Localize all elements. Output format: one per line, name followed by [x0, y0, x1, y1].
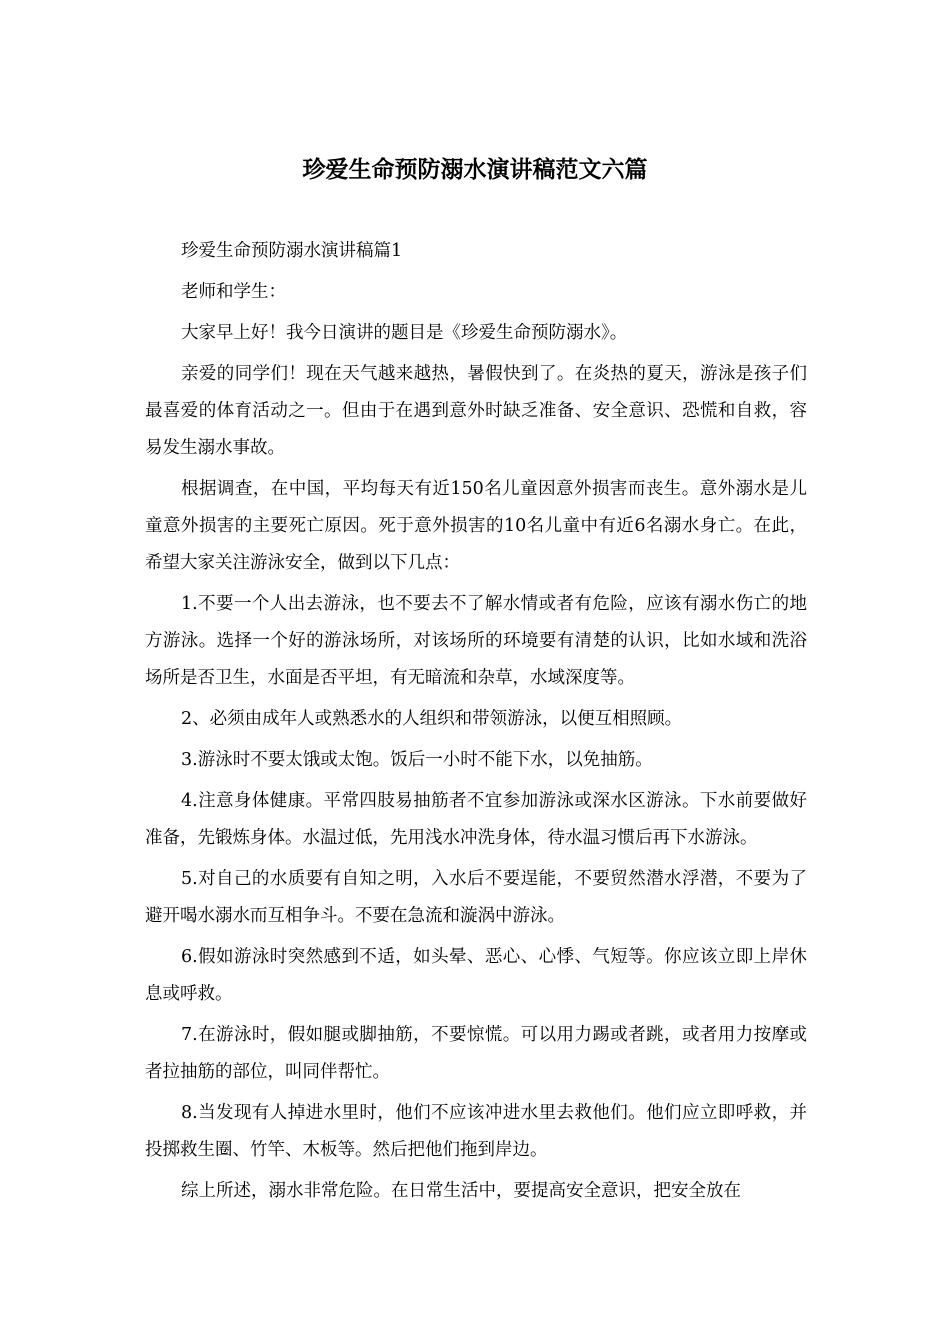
paragraph: 4.注意身体健康。平常四肢易抽筋者不宜参加游泳或深水区游泳。下水前要做好准备，先锻炼身体。水温过低，先用浅水冲洗身体，待水温习惯后再下水游泳。 [145, 791, 807, 848]
paragraph: 综上所述，溺水非常危险。在日常生活中，要提高安全意识，把安全放在 [181, 1181, 741, 1201]
paragraph: 3.游泳时不要太饿或太饱。饭后一小时不能下水，以免抽筋。 [181, 750, 653, 770]
paragraph: 亲爱的同学们！现在天气越来越热，暑假快到了。在炎热的夏天，游泳是孩子们最喜爱的体育活动之一。但由于在遇到意外时缺乏准备、安全意识、恐慌和自救，容易发生溺水事故。 [145, 364, 807, 458]
paragraph: 珍爱生命预防溺水演讲稿篇1 [181, 241, 403, 261]
paragraph: 2、必须由成年人或熟悉水的人组织和带领游泳，以便互相照顾。 [181, 709, 683, 729]
paragraph: 8.当发现有人掉进水里时，他们不应该冲进水里去救他们。他们应立即呼救，并投掷救生圈、竹竿、木板等。然后把他们拖到岸边。 [145, 1103, 807, 1160]
document-title: 珍爱生命预防溺水演讲稿范文六篇 [302, 156, 648, 183]
paragraph: 大家早上好！我今日演讲的题目是《珍爱生命预防溺水》。 [181, 323, 628, 343]
paragraph: 老师和学生： [181, 282, 286, 302]
paragraph: 1.不要一个人出去游泳，也不要去不了解水情或者有危险，应该有溺水伤亡的地方游泳。选择一个好的游泳场所，对该场所的环境要有清楚的认识，比如水域和洗浴场所是否卫生，水面是否平坦，有无暗流和杂草，水域深度等。 [145, 594, 807, 688]
document-body [145, 233, 807, 1214]
paragraph: 7.在游泳时，假如腿或脚抽筋，不要惊慌。可以用力踢或者跳，或者用力按摩或者拉抽筋的部位，叫同伴帮忙。 [145, 1025, 807, 1082]
paragraph: 6.假如游泳时突然感到不适，如头晕、恶心、心悸、气短等。你应该立即上岸休息或呼救。 [145, 947, 807, 1004]
paragraph: 5.对自己的水质要有自知之明，入水后不要逞能，不要贸然潜水浮潜，不要为了避开喝水溺水而互相争斗。不要在急流和漩涡中游泳。 [145, 869, 807, 926]
paragraph: 根据调查，在中国，平均每天有近150名儿童因意外损害而丧生。意外溺水是儿童意外损害的主要死亡原因。死于意外损害的10名儿童中有近6名溺水身亡。在此，希望大家关注游泳安全，做到以下几点： [145, 479, 807, 573]
